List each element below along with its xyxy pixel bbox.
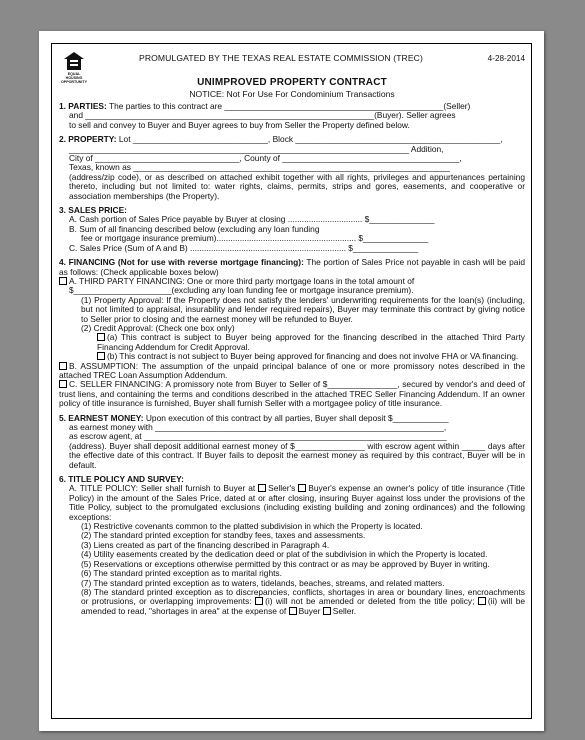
property-approval: (1) Property Approval: If the Property does not satisfy the lenders' underwriting requirements for the loan(s) (including, but not limited to appraisal, insurability and lender required repairs), Buyer may terminate this contract by giving notice to Seller prior to closing and the earnest money will be refunded to Buyer. — [81, 294, 525, 324]
document-page — [39, 31, 544, 731]
sales-price-c: C. Sales Price (Sum of A and B) ................................................................... $______________ — [69, 242, 419, 253]
earnest-line-4: (address). Buyer shall deposit additional earnest money of $_______________ with escrow agent within _____ days after the effective date of this contract. If Buyer fails to deposit the earnest money as required by this contract, Buyer will be in default. — [69, 440, 525, 470]
exception-3: (3) Liens created as part of the financing described in Paragraph 4. — [81, 539, 330, 550]
section-parties — [59, 102, 525, 130]
section-3-heading: 3. SALES PRICE: — [59, 205, 127, 216]
earnest-line-2: as earnest money with ______________________________________________________________, — [69, 422, 447, 432]
section-earnest-money — [59, 414, 525, 470]
exception-2: (2) The standard printed exception for standby fees, taxes and assessments. — [81, 530, 366, 541]
credit-approval: (2) Credit Approval: (Check one box only) — [81, 322, 235, 333]
seller-expense-checkbox[interactable] — [258, 484, 266, 492]
contract-title: UNIMPROVED PROPERTY CONTRACT — [197, 77, 387, 88]
sales-price-b1: B. Sum of all financing described below (excluding any loan funding — [69, 223, 320, 234]
seller-expense-label: Seller's — [268, 483, 296, 494]
exception-8-i: (i) will not be amended or deleted from the title policy; — [265, 596, 475, 607]
promulgated-line: PROMULGATED BY THE TEXAS REAL ESTATE COMMISSION (TREC) — [139, 53, 423, 63]
credit-approval-b: (b) This contract is not subject to Buyer being approved for financing and does not involve FHA or VA financing. — [107, 351, 519, 362]
property-line-5: (address/zip code), or as described on attached exhibit together with all rights, privileges and appurtenances pertaining thereto, including but not limited to: water rights, claims, permits, strips and gores, easements, and cooperative or association memberships (the Property). — [69, 171, 525, 201]
third-party-checkbox[interactable] — [59, 277, 67, 285]
section-1-heading: 1. PARTIES: — [59, 101, 107, 111]
section-title-policy — [59, 475, 525, 616]
notice-line: NOTICE: Not For Use For Condominium Transactions — [189, 89, 395, 99]
parties-line-3: to sell and convey to Buyer and Buyer agrees to buy from Seller the Property defined below. — [69, 119, 410, 130]
exception-8: (8) The standard printed exception as to discrepancies, conflicts, shortages in area or boundary lines, encroachments or protrusions, or overlapping improvements: — [81, 586, 525, 607]
property-line-3: City of _______________________________, County of ______________________________________, — [69, 153, 462, 164]
document-content — [59, 52, 525, 616]
property-line-4: Texas, known as ____________________________________________________________________ — [69, 162, 450, 173]
assumption-checkbox[interactable] — [59, 362, 67, 370]
third-party-amount: $_____________________(excluding any loan funding fee or mortgage insurance premium). — [69, 285, 414, 296]
document-header — [59, 52, 525, 99]
exception-4: (4) Utility easements created by the dedication deed or plat of the subdivision in which the Property is located. — [81, 549, 488, 560]
exception-8-ii: (ii) will be amended to read, "shortages in area" at the expense of — [81, 596, 526, 616]
house-icon — [64, 52, 84, 70]
expense-seller-checkbox[interactable] — [323, 607, 331, 615]
section-5-heading: 5. EARNEST MONEY: — [59, 412, 144, 423]
seller-financing-text: C. SELLER FINANCING: A promissory note from Buyer to Seller of $_______________, secured by vendor's and deed of trust liens, and containing the terms and conditions described in the attached TREC Seller Financing Addendum. If an owner policy of title insurance is furnished, Buyer shall furnish Seller with a mortgagee policy of title insurance. — [59, 379, 525, 409]
third-party-heading: A. THIRD PARTY FINANCING: — [69, 275, 185, 286]
section-2-heading: 2. PROPERTY: — [59, 134, 117, 145]
earnest-line-1: Upon execution of this contract by all parties, Buyer shall deposit $____________ — [145, 412, 449, 423]
exception-6: (6) The standard printed exception as to marital rights. — [81, 568, 282, 579]
exception-1: (1) Restrictive covenants common to the platted subdivision in which the Property is located. — [81, 521, 423, 532]
earnest-line-3: as escrow agent, at _________________________________________________________________ — [69, 431, 447, 442]
parties-line-2: and ______________________________________________________________(Buyer). Seller agrees — [69, 110, 456, 121]
section-sales-price — [59, 206, 525, 253]
property-line-1: Lot _____________________________, Block ____________________________________________, — [118, 134, 503, 145]
sales-price-b2: fee or mortgage insurance premium)............................................................ $______________ — [81, 233, 429, 244]
property-line-2: _________________________________________________________________________ Addition, — [69, 143, 444, 154]
section-financing — [59, 258, 525, 409]
section-4-heading: 4. FINANCING (Not for use with reverse mortgage financing): — [59, 257, 304, 268]
seller-financing-checkbox[interactable] — [59, 380, 67, 388]
financing-intro: The portion of Sales Price not payable in cash will be paid as follows: (Check applicable boxes below) — [59, 257, 525, 277]
exception-8-ii-checkbox[interactable] — [478, 597, 486, 605]
credit-approval-b-checkbox[interactable] — [97, 352, 105, 360]
exception-7: (7) The standard printed exception as to waters, tidelands, beaches, streams, and related matters. — [81, 577, 445, 588]
credit-approval-a: (a) This contract is subject to Buyer being approved for the financing described in the attached Third Party Financing Addendum for Credit Approval. — [97, 332, 525, 352]
form-date: 4-28-2014 — [487, 54, 525, 63]
expense-seller-label: Seller. — [332, 605, 357, 616]
exception-8-i-checkbox[interactable] — [255, 597, 263, 605]
parties-line-1: The parties to this contract are _______________________________________________(Seller) — [108, 101, 471, 111]
logo-text: EQUAL HOUSING OPPORTUNITY — [61, 72, 87, 85]
section-property — [59, 135, 525, 201]
title-policy-text: Buyer's expense an owner's policy of title insurance (Title Policy) in the amount of the Sales Price, dated at or after closing, insuring Buyer against loss under the provisions of the Title Policy, subject to the promulgated exclusions (including existing building and zoning ordinances) and the following exceptions: — [69, 483, 525, 522]
section-6-heading: 6. TITLE POLICY AND SURVEY: — [59, 474, 184, 485]
third-party-text: One or more third party mortgage loans in the total amount of — [187, 275, 415, 286]
title-policy-lead: A. TITLE POLICY: Seller shall furnish to Buyer at — [69, 483, 256, 494]
expense-buyer-checkbox[interactable] — [289, 607, 297, 615]
page-border — [51, 43, 532, 719]
credit-approval-a-checkbox[interactable] — [97, 333, 105, 341]
exception-5: (5) Reservations or exceptions otherwise permitted by this contract or as may be approved by Buyer in writing. — [81, 558, 490, 569]
expense-buyer-label: Buyer — [298, 605, 321, 616]
assumption-text: B. ASSUMPTION: The assumption of the unpaid principal balance of one or more promissory notes described in the attached TREC Loan Assumption Addendum. — [59, 360, 525, 380]
buyer-expense-checkbox[interactable] — [298, 484, 306, 492]
sales-price-a: A. Cash portion of Sales Price payable by Buyer at closing ................................ $______________ — [69, 214, 435, 225]
